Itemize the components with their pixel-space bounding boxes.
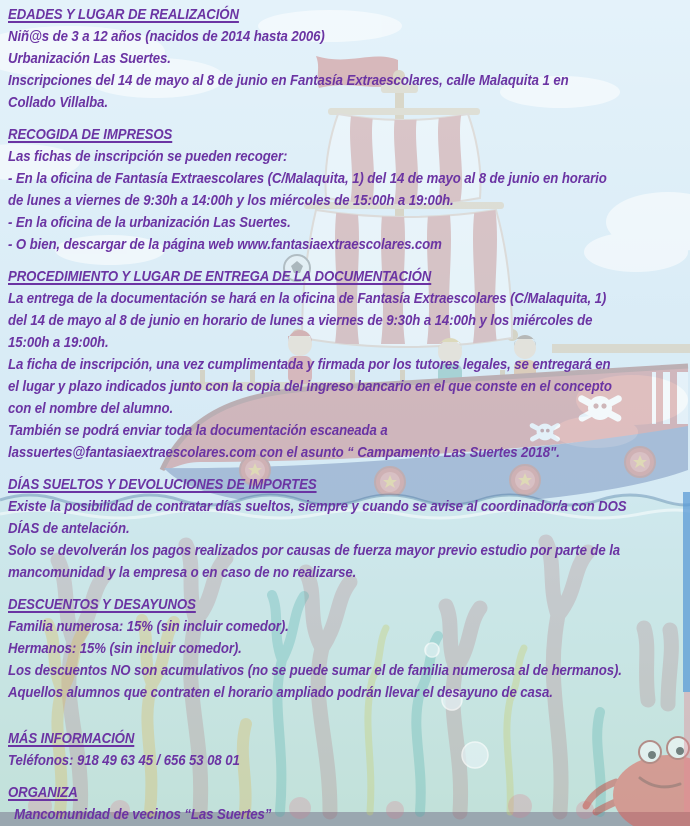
text-line: - En la oficina de la urbanización Las Suertes. xyxy=(8,214,291,231)
section-dias-sueltos xyxy=(8,474,690,584)
text-line: Urbanización Las Suertes. xyxy=(8,50,171,67)
text-line: Aquellos alumnos que contraten el horario ampliado podrán llevar el desayuno de casa. xyxy=(8,684,553,701)
text-line: de lunes a viernes de 9:30h a 14:00h y los miércoles de 15:00h a 19:00h. xyxy=(8,192,454,209)
text-line: Las fichas de inscripción se pueden recoger: xyxy=(8,148,288,165)
text-line: lassuertes@fantasiaextraescolares.com con el asunto “ Campamento Las Suertes 2018". xyxy=(8,444,560,461)
text-line: Teléfonos: 918 49 63 45 / 656 53 08 01 xyxy=(8,752,240,769)
text-line: 15:00h a 19:00h. xyxy=(8,334,109,351)
section-heading-mas-informacion: MÁS INFORMACIÓN xyxy=(8,730,135,747)
text-line: Solo se devolverán los pagos realizados por causas de fuerza mayor previo estudio por parte de la xyxy=(8,542,621,559)
section-mas-informacion xyxy=(8,728,690,772)
text-line: Los descuentos NO son acumulativos (no se puede sumar el de familia numerosa al de hermanos). xyxy=(8,662,622,679)
text-line: Niñ@s de 3 a 12 años (nacidos de 2014 hasta 2006) xyxy=(8,28,325,45)
text-line: Existe la posibilidad de contratar días sueltos, siempre y cuando se avise al coordinador/a con DOS xyxy=(8,498,627,515)
section-heading-recogida: RECOGIDA DE IMPRESOS xyxy=(8,126,173,143)
text-line: el lugar y plazo indicados junto con la copia del ingreso bancario en el que conste en el concepto xyxy=(8,378,612,395)
text-line: mancomunidad y la empresa o en caso de no realizarse. xyxy=(8,564,357,581)
section-descuentos xyxy=(8,594,690,704)
text-line: Mancomunidad de vecinos “Las Suertes” xyxy=(14,806,272,823)
text-line: del 14 de mayo al 8 de junio en horario de lunes a viernes de 9:30h a 14:00h y los miércoles de xyxy=(8,312,593,329)
text-line: con el nombre del alumno. xyxy=(8,400,174,417)
text-line: También se podrá enviar toda la documentación escaneada a xyxy=(8,422,388,439)
section-heading-organiza: ORGANIZA xyxy=(8,784,78,801)
text-line: DÍAS de antelación. xyxy=(8,520,130,537)
section-edades xyxy=(8,4,690,114)
text-line: Collado Villalba. xyxy=(8,94,108,111)
section-heading-dias-sueltos: DÍAS SUELTOS Y DEVOLUCIONES DE IMPORTES xyxy=(8,476,317,493)
text-line: La entrega de la documentación se hará en la oficina de Fantasía Extraescolares (C/Malaquita, 1) xyxy=(8,290,607,307)
section-recogida xyxy=(8,124,690,256)
section-organiza xyxy=(8,782,690,826)
section-heading-procedimiento: PROCEDIMIENTO Y LUGAR DE ENTREGA DE LA DOCUMENTACIÓN xyxy=(8,268,432,285)
text-line: Hermanos: 15% (sin incluir comedor). xyxy=(8,640,242,657)
text-line: La ficha de inscripción, una vez cumplimentada y firmada por los tutores legales, se entregará en xyxy=(8,356,611,373)
section-heading-descuentos: DESCUENTOS Y DESAYUNOS xyxy=(8,596,196,613)
section-procedimiento xyxy=(8,266,690,464)
text-line: Familia numerosa: 15% (sin incluir comedor). xyxy=(8,618,289,635)
text-line: Inscripciones del 14 de mayo al 8 de junio en Fantasía Extraescolares, calle Malaquita 1 en xyxy=(8,72,569,89)
text-line: - En la oficina de Fantasía Extraescolares (C/Malaquita, 1) del 14 de mayo al 8 de junio en horario xyxy=(8,170,607,187)
section-heading-edades: EDADES Y LUGAR DE REALIZACIÓN xyxy=(8,6,239,23)
text-line: - O bien, descargar de la página web www.fantasiaextraescolares.com xyxy=(8,236,442,253)
